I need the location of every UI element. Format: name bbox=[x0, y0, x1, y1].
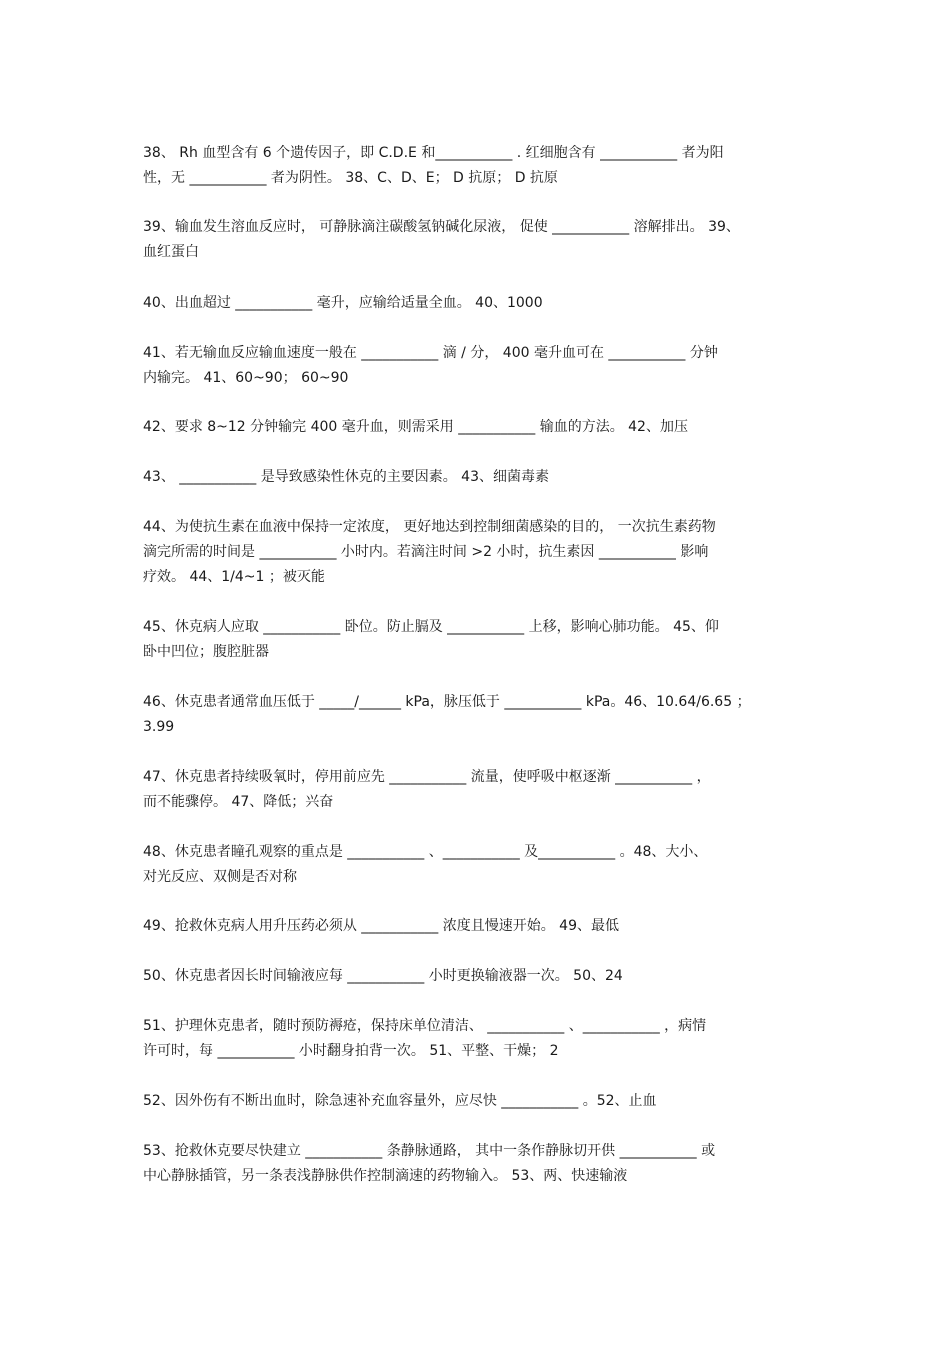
question-53 bbox=[143, 1139, 807, 1189]
question-46 bbox=[143, 690, 807, 740]
question-38 bbox=[143, 141, 807, 191]
question-45 bbox=[143, 615, 807, 665]
question-40 bbox=[143, 291, 807, 316]
question-43-line-1: 43、 ___________ 是导致感染性休克的主要因素。 43、细菌毒素 bbox=[143, 469, 549, 485]
question-49 bbox=[143, 914, 807, 939]
question-39 bbox=[143, 215, 807, 265]
question-48-line-2: 对光反应、双侧是否对称 bbox=[143, 869, 297, 885]
question-46-line-1: 46、休克患者通常血压低于 _____/______ kPa，脉压低于 ___________ kPa。46、10.64/6.65 ； bbox=[143, 694, 751, 710]
question-42-line-1: 42、要求 8~12 分钟输完 400 毫升血，则需采用 ___________ 输血的方法。 42、加压 bbox=[143, 419, 688, 435]
question-45-line-1: 45、休克病人应取 ___________ 卧位。防止膈及 ___________ 上移，影响心肺功能。 45、仰 bbox=[143, 619, 719, 635]
question-38-line-1: 38、 Rh 血型含有 6 个遗传因子，即 C.D.E 和___________ . 红细胞含有 ___________ 者为阳 bbox=[143, 145, 724, 161]
question-47-line-2: 而不能骤停。 47、降低；兴奋 bbox=[143, 794, 334, 810]
question-49-line-1: 49、抢救休克病人用升压药必须从 ___________ 浓度且慢速开始。 49、最低 bbox=[143, 918, 619, 934]
question-53-line-1: 53、抢救休克要尽快建立 ___________ 条静脉通路， 其中一条作静脉切开供 ___________ 或 bbox=[143, 1143, 716, 1159]
question-47-line-1: 47、休克患者持续吸氧时，停用前应先 ___________ 流量，使呼吸中枢逐渐 ___________ ， bbox=[143, 769, 711, 785]
question-41 bbox=[143, 341, 807, 391]
question-40-line-1: 40、出血超过 ___________ 毫升，应输给适量全血。 40、1000 bbox=[143, 295, 543, 311]
question-48 bbox=[143, 840, 807, 890]
question-41-line-2: 内输完。 41、60~90； 60~90 bbox=[143, 370, 349, 386]
question-52-line-1: 52、因外伤有不断出血时，除急速补充血容量外，应尽快 ___________ 。52、止血 bbox=[143, 1093, 657, 1109]
question-44-line-3: 疗效。 44、1/4~1 ；被灭能 bbox=[143, 569, 325, 585]
question-48-line-1: 48、休克患者瞳孔观察的重点是 ___________ 、___________ 及___________ 。48、大小、 bbox=[143, 844, 708, 860]
question-51-line-1: 51、护理休克患者，随时预防褥疮，保持床单位清洁、 ___________ 、___________ ，病情 bbox=[143, 1018, 707, 1034]
question-42 bbox=[143, 415, 807, 440]
question-46-line-2: 3.99 bbox=[143, 719, 175, 735]
question-39-line-1: 39、输血发生溶血反应时， 可静脉滴注碳酸氢钠碱化尿液， 促使 ___________ 溶解排出。 39、 bbox=[143, 219, 740, 235]
question-47 bbox=[143, 765, 807, 815]
question-43 bbox=[143, 465, 807, 490]
question-44 bbox=[143, 515, 807, 590]
question-50-line-1: 50、休克患者因长时间输液应每 ___________ 小时更换输液器一次。 50、24 bbox=[143, 968, 623, 984]
question-53-line-2: 中心静脉插管，另一条表浅静脉供作控制滴速的药物输入。 53、两、快速输液 bbox=[143, 1168, 628, 1184]
question-51-line-2: 许可时，每 ___________ 小时翻身拍背一次。 51、平整、干燥； 2 bbox=[143, 1043, 559, 1059]
question-51 bbox=[143, 1014, 807, 1064]
question-44-line-1: 44、为使抗生素在血液中保持一定浓度， 更好地达到控制细菌感染的目的， 一次抗生素药物 bbox=[143, 519, 716, 535]
question-52 bbox=[143, 1089, 807, 1114]
question-41-line-1: 41、若无输血反应输血速度一般在 ___________ 滴 / 分， 400 毫升血可在 ___________ 分钟 bbox=[143, 345, 718, 361]
question-45-line-2: 卧中凹位；腹腔脏器 bbox=[143, 644, 269, 660]
question-50 bbox=[143, 964, 807, 989]
question-38-line-2: 性，无 ___________ 者为阴性。 38、C、D、E； D 抗原； D 抗原 bbox=[143, 170, 558, 186]
question-44-line-2: 滴完所需的时间是 ___________ 小时内。若滴注时间 >2 小时，抗生素因 ___________ 影响 bbox=[143, 544, 709, 560]
question-39-line-2: 血红蛋白 bbox=[143, 244, 199, 260]
